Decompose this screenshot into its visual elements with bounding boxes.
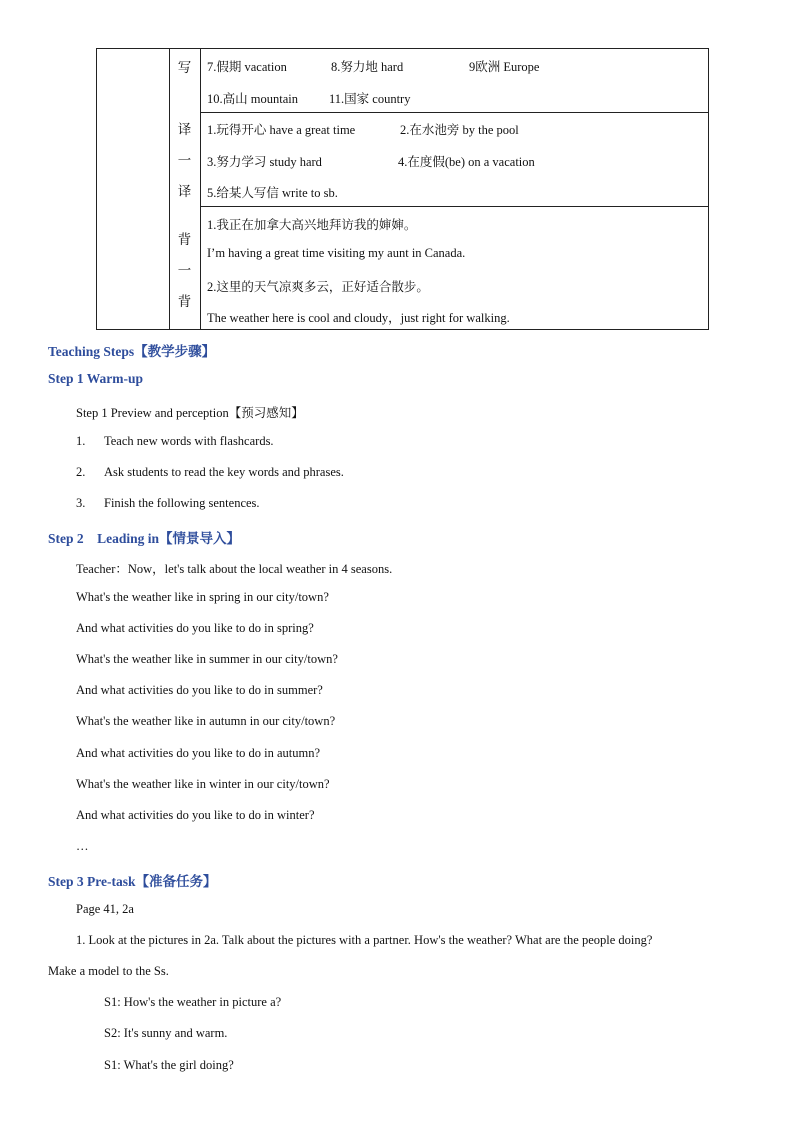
section-label-char: 写 [177,60,192,76]
table-cell: I’m having a great time visiting my aunt in Canada. [207,246,466,260]
paragraph-line: What's the weather like in autumn in our city/town? [76,714,336,728]
paragraph-line: And what activities do you like to do in autumn? [76,746,321,760]
table-cell: 7.假期 vacation [207,60,287,74]
heading-step3: Step 3 Pre-task【准备任务】 [48,874,217,889]
page-reference: Page 41, 2a [76,902,134,916]
section-label-char: 译 [177,122,192,138]
paragraph-line: Teacher：Now，let's talk about the local weather in 4 seasons. [76,562,393,576]
list-item: Teach new words with flashcards. [104,434,274,448]
table-cell: 2.在水池旁 by the pool [400,123,519,137]
heading-step1: Step 1 Warm-up [48,371,144,386]
section-label-char: 一 [177,153,192,169]
list-item-number: 3. [76,496,86,510]
section-label-translate [169,112,200,206]
step1-subheading: Step 1 Preview and perception【预习感知】 [76,406,304,420]
table-cell: 2.这里的天气凉爽多云，正好适合散步。 [207,280,429,294]
list-item: Finish the following sentences. [104,496,260,510]
section-label-recite [169,206,200,330]
paragraph-line: What's the weather like in summer in our city/town? [76,652,338,666]
list-item: Ask students to read the key words and phrases. [104,465,344,479]
table-cell: 9欧洲 Europe [469,60,540,74]
paragraph-line: What's the weather like in spring in our city/town? [76,590,329,604]
paragraph-line: And what activities do you like to do in winter? [76,808,315,822]
section-label-char: 背 [177,294,192,310]
section-label-char: 一 [177,263,192,279]
table-cell: 11.国家 country [329,92,411,106]
section-label-char: 译 [177,184,192,200]
list-item-number: 2. [76,465,86,479]
table-cell: 1.我正在加拿大高兴地拜访我的婶婶。 [207,218,417,232]
paragraph-line: Make a model to the Ss. [48,964,169,978]
table-divider [200,112,708,113]
table-cell: The weather here is cool and cloudy，just right for walking. [207,311,510,325]
table-divider [200,49,201,329]
heading-teaching-steps: Teaching Steps【教学步骤】 [48,344,216,359]
table-cell: 10.高山 mountain [207,92,298,106]
vocabulary-table [96,48,709,330]
paragraph-line: And what activities do you like to do in spring? [76,621,314,635]
table-cell: 3.努力学习 study hard [207,155,322,169]
table-cell: 5.给某人写信 write to sb. [207,186,338,200]
heading-step2: Step 2 Leading in【情景导入】 [48,531,241,546]
section-label-char: 背 [177,232,192,248]
table-cell: 1.玩得开心 have a great time [207,123,356,137]
paragraph-line: … [76,839,89,853]
table-cell: 8.努力地 hard [331,60,404,74]
dialog-line: S2: It's sunny and warm. [104,1026,228,1040]
dialog-line: S1: What's the girl doing? [104,1058,234,1072]
paragraph-line: And what activities do you like to do in summer? [76,683,323,697]
section-label-write [169,49,200,112]
table-divider [200,206,708,207]
paragraph-line: What's the weather like in winter in our city/town? [76,777,330,791]
dialog-line: S1: How's the weather in picture a? [104,995,282,1009]
table-cell: 4.在度假(be) on a vacation [398,155,535,169]
paragraph-line: 1. Look at the pictures in 2a. Talk about the pictures with a partner. How's the weather? What are the people doing? [76,933,653,947]
list-item-number: 1. [76,434,86,448]
